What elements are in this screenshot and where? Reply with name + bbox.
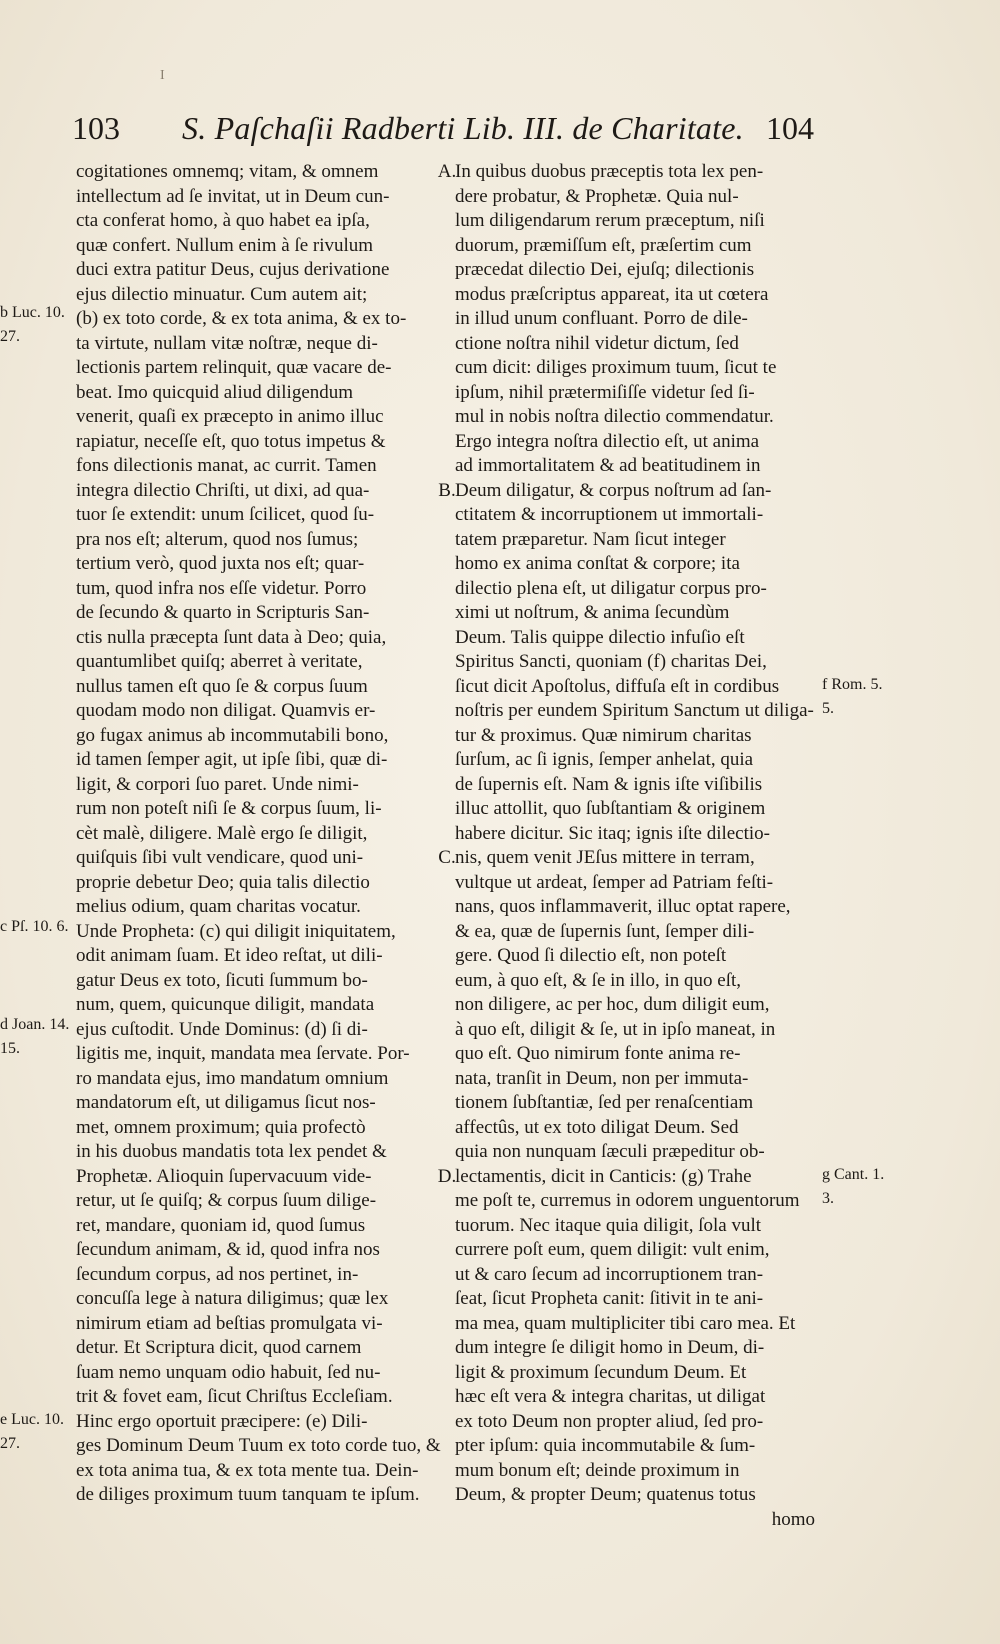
text-line: ret, mandare, quoniam id, quod ſumus: [76, 1214, 366, 1236]
text-line: quantumlibet quiſq; aberret à veritate,: [76, 651, 363, 672]
text-line: venerit, quaſi ex præcepto in animo illuc: [76, 406, 384, 427]
text-line: tum, quod infra nos eſſe videtur. Porro: [76, 577, 367, 599]
column-marker-b: B.: [438, 480, 456, 501]
text-line: homo ex anima conſtat & corpore; ita: [455, 553, 740, 574]
text-line: rum non poteſt niſi ſe & corpus ſuum, li-: [76, 798, 382, 819]
text-line: ejus dilectio minuatur. Cum autem ait;: [76, 283, 368, 305]
text-line: ges Dominum Deum Tuum ex toto corde tuo, &: [76, 1435, 441, 1456]
text-line: de diliges proximum tuum tanquam te ipſum.: [76, 1484, 420, 1505]
margin-note: 15.: [0, 1040, 20, 1057]
text-line: ejus cuſtodit. Unde Dominus: (d) ſi di-: [76, 1018, 368, 1040]
text-line: ſurſum, ac ſi ignis, ſemper anhelat, quia: [455, 749, 754, 770]
text-line: Deum, & propter Deum; quatenus totus: [455, 1484, 756, 1505]
text-line: de ſecundo & quarto in Scripturis San-: [76, 602, 370, 623]
text-line: me poſt te, curremus in odorem unguentorum: [455, 1190, 800, 1211]
text-line: Deum. Talis quippe dilectio infuſio eſt: [455, 626, 745, 648]
text-line: ex tota anima tua, & ex tota mente tua. Dein-: [76, 1459, 419, 1481]
text-line: in his duobus mandatis tota lex pendet &: [76, 1141, 387, 1162]
text-line: illuc attollit, quo ſubſtantiam & originem: [455, 798, 766, 819]
text-line: mandatorum eſt, ut diligamus ſicut nos-: [76, 1092, 376, 1113]
margin-note: g Cant. 1.: [822, 1166, 885, 1183]
text-line: quia non nunquam ſæculi præpeditur ob-: [455, 1141, 765, 1162]
text-line: quo eſt. Quo nimirum fonte anima re-: [455, 1043, 741, 1064]
text-line: ſuam nemo unquam odio habuit, ſed nu-: [76, 1361, 381, 1383]
text-line: ctitatem & incorruptionem ut immortali-: [455, 504, 764, 525]
text-line: hæc eſt vera & integra charitas, ut diligat: [455, 1386, 766, 1407]
text-line: nans, quos inflammaverit, illuc optat rapere,: [455, 896, 791, 917]
text-line: vultque ut ardeat, ſemper ad Patriam feſti-: [455, 871, 774, 893]
text-line: eum, à quo eſt, & ſe in illo, in quo eſt,: [455, 969, 742, 991]
column-marker-c: C.: [438, 847, 456, 868]
text-line: intellectum ad ſe invitat, ut in Deum cun-: [76, 185, 390, 207]
text-line: mul in nobis noſtra dilectio commendatur.: [455, 406, 774, 427]
text-line: tur & proximus. Quæ nimirum charitas: [455, 724, 752, 746]
text-line: gatur Deus ex toto, ſicuti ſummum bo-: [76, 969, 368, 991]
text-line: cum dicit: diliges proximum tuum, ſicut te: [455, 357, 777, 378]
text-line: nullus tamen eſt quo ſe & corpus ſuum: [76, 675, 368, 697]
text-line: dere probatur, & Prophetæ. Quia nul-: [455, 185, 739, 207]
text-line: cogitationes omnemq; vitam, & omnem: [76, 161, 379, 182]
text-line: proprie debetur Deo; quia talis dilectio: [76, 871, 370, 893]
text-line: odit animam ſuam. Et ideo reſtat, ut dili-: [76, 945, 383, 966]
text-line: Unde Propheta: (c) qui diligit iniquitatem,: [76, 920, 396, 942]
text-line: mum bonum eſt; deinde proximum in: [455, 1459, 740, 1481]
text-line: cta conferat homo, à quo habet ea ipſa,: [76, 210, 370, 231]
text-line: ximi ut noſtrum, & anima ſecundùm: [455, 602, 730, 623]
text-line: ſicut dicit Apoſtolus, diffuſa eſt in cordibus: [455, 675, 780, 697]
margin-note: e Luc. 10.: [0, 1411, 64, 1428]
text-line: tuor ſe extendit: unum ſcilicet, quod ſu-: [76, 504, 375, 525]
text-line: tatem præparetur. Nam ſicut integer: [455, 528, 726, 550]
text-line: ad immortalitatem & ad beatitudinem in: [455, 455, 761, 476]
catchword: homo: [771, 1508, 815, 1530]
text-line: (b) ex toto corde, & ex tota anima, & ex to-: [76, 308, 407, 329]
text-line: met, omnem proximum; quia profectò: [76, 1116, 366, 1138]
text-line: ligit & proximum ſecundum Deum. Et: [455, 1361, 747, 1383]
right-column: [455, 160, 815, 1532]
text-line: fons dilectionis manat, ac currit. Tamen: [76, 455, 377, 476]
text-line: Ergo integra noſtra dilectio eſt, ut anima: [455, 430, 760, 452]
text-line: de ſupernis eſt. Nam & ignis iſte viſibilis: [455, 773, 763, 795]
text-line: ut & caro ſecum ad incorruptionem tran-: [455, 1263, 764, 1285]
column-marker-a: A.: [437, 161, 457, 182]
text-line: ipſum, nihil prætermiſiſſe videtur ſed ſi-: [455, 381, 755, 403]
text-line: pter ipſum: quia incommutabile & ſum-: [455, 1435, 756, 1456]
left-column: [76, 160, 456, 1508]
page-title: S. Paſchaſii Radberti Lib. III. de Charitate.: [182, 110, 744, 146]
text-line: ſecundum corpus, ad nos pertinet, in-: [76, 1263, 359, 1285]
text-line: integra dilectio Chriſti, ut dixi, ad qua-: [76, 479, 370, 501]
text-line: quæ confert. Nullum enim à ſe rivulum: [76, 234, 374, 256]
text-line: cèt malè, diligere. Malè ergo ſe diligit,: [76, 822, 368, 844]
text-line: quiſquis ſibi vult vendicare, quod uni-: [76, 847, 364, 868]
text-line: concuſſa lege à natura diligimus; quæ lex: [76, 1288, 389, 1309]
text-line: currere poſt eum, quem diligit: vult enim,: [455, 1239, 770, 1260]
text-line: melius odium, quam charitas vocatur.: [76, 896, 361, 917]
text-line: habere dicitur. Sic itaq; ignis iſte dilectio-: [455, 822, 771, 844]
text-line: id tamen ſemper agit, ut ipſe ſibi, quæ di-: [76, 749, 388, 770]
text-line: nata, tranſit in Deum, non per immuta-: [455, 1067, 749, 1089]
text-line: duorum, præmiſſum eſt, præſertim cum: [455, 234, 752, 256]
text-line: nis, quem venit JEſus mittere in terram,: [455, 847, 755, 868]
text-line: beat. Imo quicquid aliud diligendum: [76, 381, 354, 403]
text-line: go fugax animus ab incommutabili bono,: [76, 724, 389, 746]
stray-mark: I: [160, 68, 165, 83]
text-line: noſtris per eundem Spiritum Sanctum ut diliga-: [455, 700, 814, 721]
text-line: affectûs, ut ex toto diligat Deum. Sed: [455, 1116, 739, 1138]
text-line: Deum diligatur, & corpus noſtrum ad ſan-: [455, 479, 772, 501]
margin-note: b Luc. 10.: [0, 304, 65, 321]
text-line: Hinc ergo oportuit præcipere: (e) Dili-: [76, 1410, 368, 1432]
text-line: tuorum. Nec itaque quia diligit, ſola vult: [455, 1214, 762, 1236]
text-line: ctione noſtra nihil videtur dictum, ſed: [455, 332, 739, 354]
text-line: retur, ut ſe quiſq; & corpus ſuum dilige-: [76, 1190, 377, 1211]
text-line: modus præſcriptus appareat, ita ut cœtera: [455, 283, 769, 305]
text-line: dum integre ſe diligit homo in Deum, di-: [455, 1337, 765, 1358]
text-line: ro mandata ejus, imo mandatum omnium: [76, 1067, 389, 1089]
text-line: num, quem, quicunque diligit, mandata: [76, 994, 375, 1015]
text-line: quodam modo non diligat. Quamvis er-: [76, 700, 376, 721]
text-line: in illud unum confluant. Porro de dile-: [455, 308, 748, 329]
text-line: lum diligendarum rerum præceptum, niſi: [455, 210, 765, 231]
text-line: ma mea, quam multipliciter tibi caro mea. Et: [455, 1312, 796, 1334]
margin-note: c Pſ. 10. 6.: [0, 918, 69, 935]
text-line: ſeat, ſicut Propheta canit: ſitivit in te ani-: [455, 1288, 764, 1309]
text-line: gere. Quod ſi dilectio eſt, non poteſt: [455, 945, 727, 966]
text-line: tionem ſubſtantiæ, ſed per renaſcentiam: [455, 1092, 754, 1113]
page-number-right: 104: [766, 110, 814, 146]
page-number-left: 103: [72, 110, 120, 146]
text-line: præcedat dilectio Dei, ejuſq; dilectionis: [455, 259, 755, 280]
text-line: trit & fovet eam, ſicut Chriſtus Eccleſiam.: [76, 1386, 393, 1407]
text-line: detur. Et Scriptura dicit, quod carnem: [76, 1337, 362, 1358]
margin-note: 5.: [822, 700, 834, 717]
margin-note: f Rom. 5.: [822, 676, 883, 693]
text-line: nimirum etiam ad beſtias promulgata vi-: [76, 1312, 383, 1334]
text-line: rapiatur, neceſſe eſt, quo totus impetus &: [76, 430, 386, 452]
column-marker-d: D.: [437, 1166, 457, 1187]
text-line: Spiritus Sancti, quoniam (f) charitas Dei,: [455, 651, 767, 672]
margin-note: 27.: [0, 328, 20, 345]
text-line: dilectio plena eſt, ut diligatur corpus pro-: [455, 577, 767, 599]
margin-note: d Joan. 14.: [0, 1016, 70, 1033]
margin-note: 27.: [0, 1435, 20, 1452]
text-line: ligit, & corpori ſuo paret. Unde nimi-: [76, 773, 359, 795]
text-line: ta virtute, nullam vitæ noſtræ, neque di-: [76, 332, 378, 354]
text-line: lectamentis, dicit in Canticis: (g) Trahe: [455, 1165, 752, 1187]
running-header: [72, 110, 814, 158]
margin-note: 3.: [822, 1190, 834, 1207]
text-line: non diligere, ac per hoc, dum diligit eum,: [455, 994, 770, 1015]
text-line: & ea, quæ de ſupernis ſunt, ſemper dili-: [455, 920, 755, 942]
text-line: tertium verò, quod juxta nos eſt; quar-: [76, 553, 365, 574]
text-line: duci extra patitur Deus, cujus derivatione: [76, 259, 390, 280]
text-line: à quo eſt, diligit & ſe, ut in ipſo maneat, in: [455, 1018, 776, 1040]
text-line: ex toto Deum non propter aliud, ſed pro-: [455, 1410, 764, 1432]
text-line: lectionis partem relinquit, quæ vacare de-: [76, 357, 392, 378]
text-line: In quibus duobus præceptis tota lex pen-: [455, 161, 764, 182]
text-line: ctis nulla præcepta ſunt data à Deo; quia,: [76, 626, 387, 648]
text-line: ſecundum animam, & id, quod infra nos: [76, 1239, 380, 1260]
text-line: pra nos eſt; alterum, quod nos ſumus;: [76, 528, 359, 550]
text-line: ligitis me, inquit, mandata mea ſervate. Por-: [76, 1043, 410, 1064]
text-line: Prophetæ. Alioquin ſupervacuum vide-: [76, 1165, 372, 1187]
